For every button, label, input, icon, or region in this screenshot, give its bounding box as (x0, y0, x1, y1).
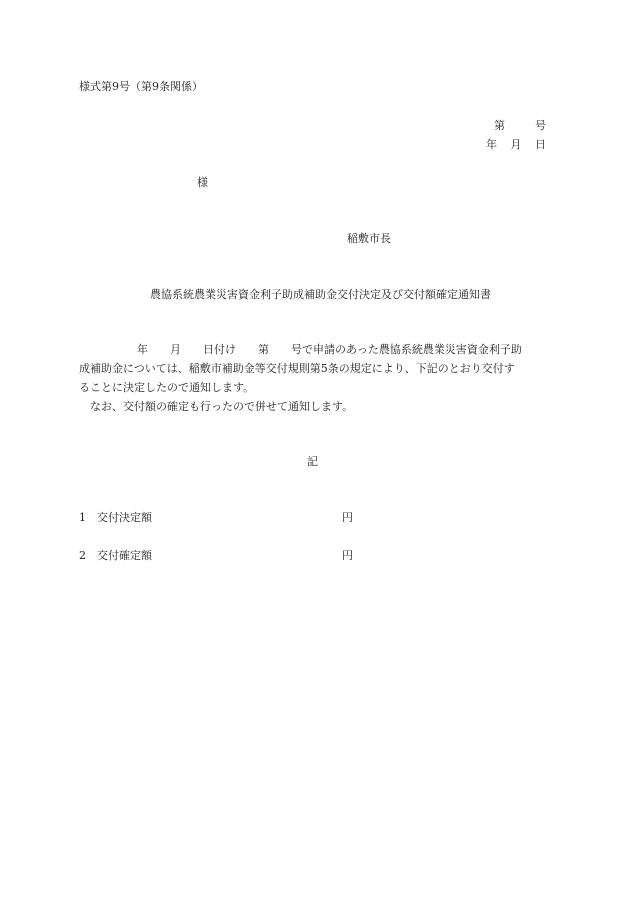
body-rest: 号で申請のあった農協系統農業災害資金利子助 (291, 343, 522, 356)
body-dai: 第 (258, 343, 269, 356)
body-day-dated: 日付け (203, 343, 236, 356)
item-label: 交付確定額 (97, 549, 152, 562)
body-text (79, 340, 551, 416)
list-item (79, 510, 353, 525)
date-year: 年 (486, 138, 497, 151)
document-number-prefix: 第 (494, 119, 505, 132)
document-number (494, 118, 546, 133)
date-month: 月 (510, 138, 522, 151)
item-unit: 円 (342, 511, 353, 524)
document-date (486, 137, 546, 152)
item-number: 2 (79, 549, 86, 562)
body-line-2: 成補助金については、稲敷市補助金等交付規則第5条の規定により、下記のとおり交付す (79, 362, 515, 375)
document-number-suffix: 号 (535, 119, 546, 132)
recipient-honorific: 様 (197, 176, 208, 189)
date-day: 日 (535, 138, 546, 151)
body-year: 年 (137, 343, 148, 356)
document-title: 農協系統農業災害資金利子助成補助金交付決定及び交付額確定通知書 (150, 288, 491, 301)
body-month: 月 (170, 343, 181, 356)
body-line-3: ることに決定したので通知します。 (79, 381, 255, 394)
form-label: 様式第9号（第9条関係） (79, 80, 203, 93)
body-paragraph-2: なお、交付額の確定も行ったので併せて通知します。 (90, 400, 354, 413)
item-unit: 円 (342, 549, 353, 562)
ki-heading: 記 (307, 455, 318, 468)
body-line-1 (79, 340, 551, 359)
item-label: 交付決定額 (97, 511, 152, 524)
sender-name: 稲敷市長 (347, 232, 391, 245)
list-item (79, 548, 353, 563)
item-number: 1 (79, 511, 86, 524)
